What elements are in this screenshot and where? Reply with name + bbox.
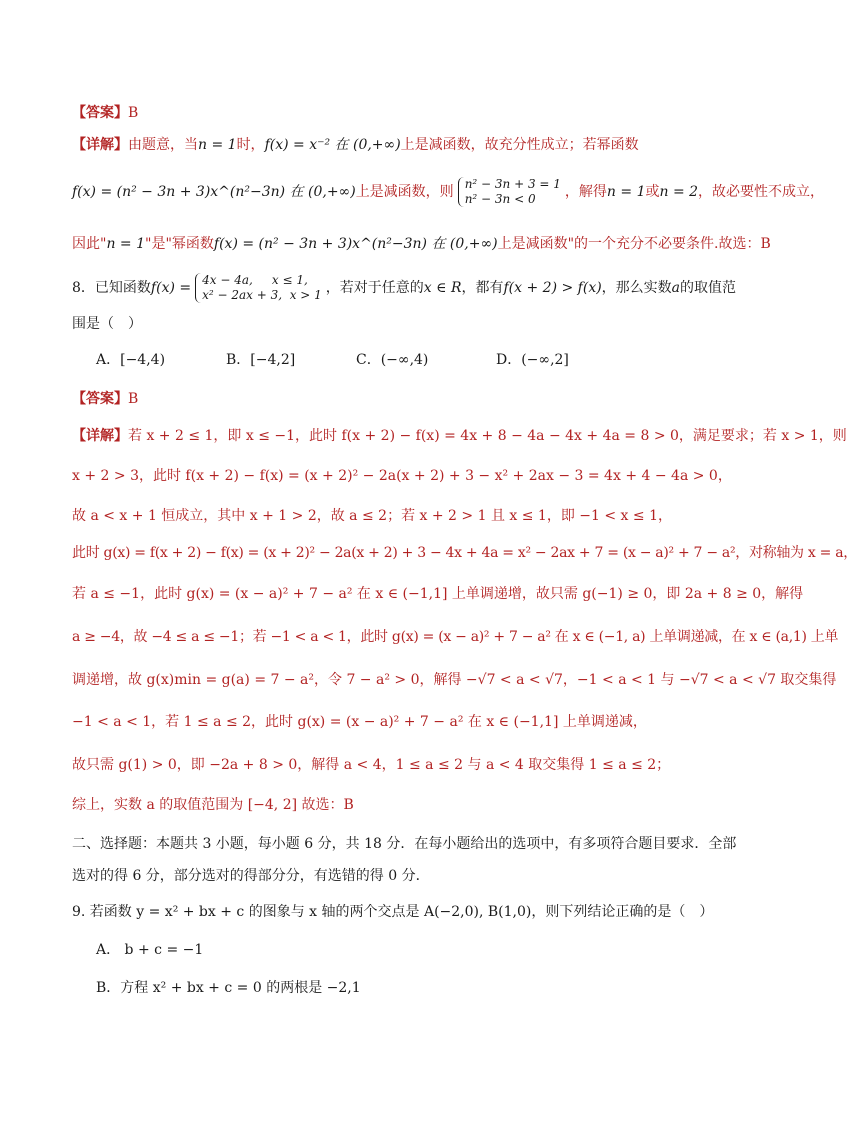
q8-detail-line-5: 若 a ≤ −1，此时 g(x) = (x − a)² + 7 − a² 在 x ∈ (−1,1] 上单调递增，故只需 g(−1) ≥ 0，即 2a + 8 ≥ 0，解得 [72, 586, 804, 602]
q8-detail-line-4: 此时 g(x) = f(x + 2) − f(x) = (x + 2)² − 2a(x + 2) + 3 − 4x + 4a = x² − 2ax + 7 = (x − a)² + 7 − a²，对称轴为 x = a， [72, 545, 857, 561]
detail-tag: 【详解】 [72, 428, 128, 444]
q8-detail-line-7: 调递增，故 g(x)min = g(a) = 7 − a²，令 7 − a² > 0，解得 −√7 < a < √7，−1 < a < 1 与 −√7 < a < √7 取交集得 [72, 672, 837, 688]
q9-option-b[interactable]: B．方程 x² + bx + c = 0 的两根是 −2,1 [96, 980, 361, 996]
q8-detail-line-2: x + 2 > 3，此时 f(x + 2) − f(x) = (x + 2)² − 2a(x + 2) + 3 − x² + 2ax − 3 = 4x + 4 − 4a > 0， [72, 468, 732, 484]
q8-detail-line-9: 故只需 g(1) > 0，即 −2a + 8 > 0，解得 a < 4，1 ≤ a ≤ 2 与 a < 4 取交集得 1 ≤ a ≤ 2； [72, 757, 671, 773]
answer-tag: 【答案】 [72, 105, 128, 121]
q8-detail-line-6: a ≥ −4，故 −4 ≤ a ≤ −1；若 −1 < a < 1，此时 g(x) = (x − a)² + 7 − a² 在 x ∈ (−1, a) 上单调递减，在 x ∈ (a,1) 上单 [72, 629, 839, 645]
q8-stem-line-1: 8．已知函数f(x) = 4x − 4a, x ≤ 1, x² − 2ax + 3, x > 1 ，若对于任意的x ∈ R，都有f(x + 2) > f(x)，那么实数a的取值范 [72, 273, 737, 302]
answer-value: B [128, 105, 139, 121]
option-c[interactable]: C．(−∞,4) [356, 352, 429, 368]
q7-detail-line-2: f(x) = (n² − 3n + 3)x^(n²−3n) 在 (0,+∞)上是减函数，则 n² − 3n + 3 = 1 n² − 3n < 0 ，解得n = 1或n = 2，故必要性不成立， [72, 177, 825, 206]
q8-options [96, 350, 734, 370]
option-a[interactable]: A．[−4,4) [96, 352, 166, 368]
q9-stem: 9. 若函数 y = x² + bx + c 的图象与 x 轴的两个交点是 A(−2,0), B(1,0)，则下列结论正确的是（ ） [72, 904, 714, 920]
q8-stem-line-2: 围是（ ） [72, 316, 142, 332]
q8-detail-line-3: 故 a < x + 1 恒成立，其中 x + 1 > 2，故 a ≤ 2；若 x + 2 > 1 且 x ≤ 1，即 −1 < x ≤ 1， [72, 508, 672, 524]
q7-answer-line [72, 103, 734, 123]
option-d[interactable]: D．(−∞,2] [496, 352, 569, 368]
q8-answer-line [72, 389, 734, 409]
answer-value: B [128, 391, 139, 407]
piecewise-brace: 4x − 4a, x ≤ 1, x² − 2ax + 3, x > 1 [195, 273, 322, 303]
q8-detail-line-1: 【详解】若 x + 2 ≤ 1，即 x ≤ −1，此时 f(x + 2) − f(x) = 4x + 8 − 4a − 4x + 4a = 8 > 0，满足要求；若 x > 1，则 [72, 428, 847, 444]
q8-detail-line-10: 综上，实数 a 的取值范围为 [−4, 2] 故选：B [72, 797, 354, 813]
option-b[interactable]: B．[−4,2] [226, 352, 296, 368]
q8-detail-line-8: −1 < a < 1，若 1 ≤ a ≤ 2，此时 g(x) = (x − a)² + 7 − a² 在 x ∈ (−1,1] 上单调递减， [72, 714, 647, 730]
section-2-heading-line-2: 选对的得 6 分，部分选对的得部分分，有选错的得 0 分． [72, 868, 430, 884]
answer-tag: 【答案】 [72, 391, 128, 407]
section-2-heading-line-1: 二、选择题：本题共 3 小题，每小题 6 分，共 18 分．在每小题给出的选项中，有多项符合题目要求．全部 [72, 836, 737, 852]
q7-detail-line-3: 因此"n = 1"是"幂函数f(x) = (n² − 3n + 3)x^(n²−3n) 在 (0,+∞)上是减函数"的一个充分不必要条件.故选：B [72, 236, 771, 252]
system-brace: n² − 3n + 3 = 1 n² − 3n < 0 [458, 177, 561, 207]
q7-detail-line-1: 【详解】由题意，当n = 1时，f(x) = x⁻² 在 (0,+∞)上是减函数，故充分性成立；若幂函数 [72, 137, 639, 153]
detail-tag: 【详解】 [72, 137, 128, 153]
q9-option-a[interactable]: A． b + c = −1 [96, 942, 204, 958]
